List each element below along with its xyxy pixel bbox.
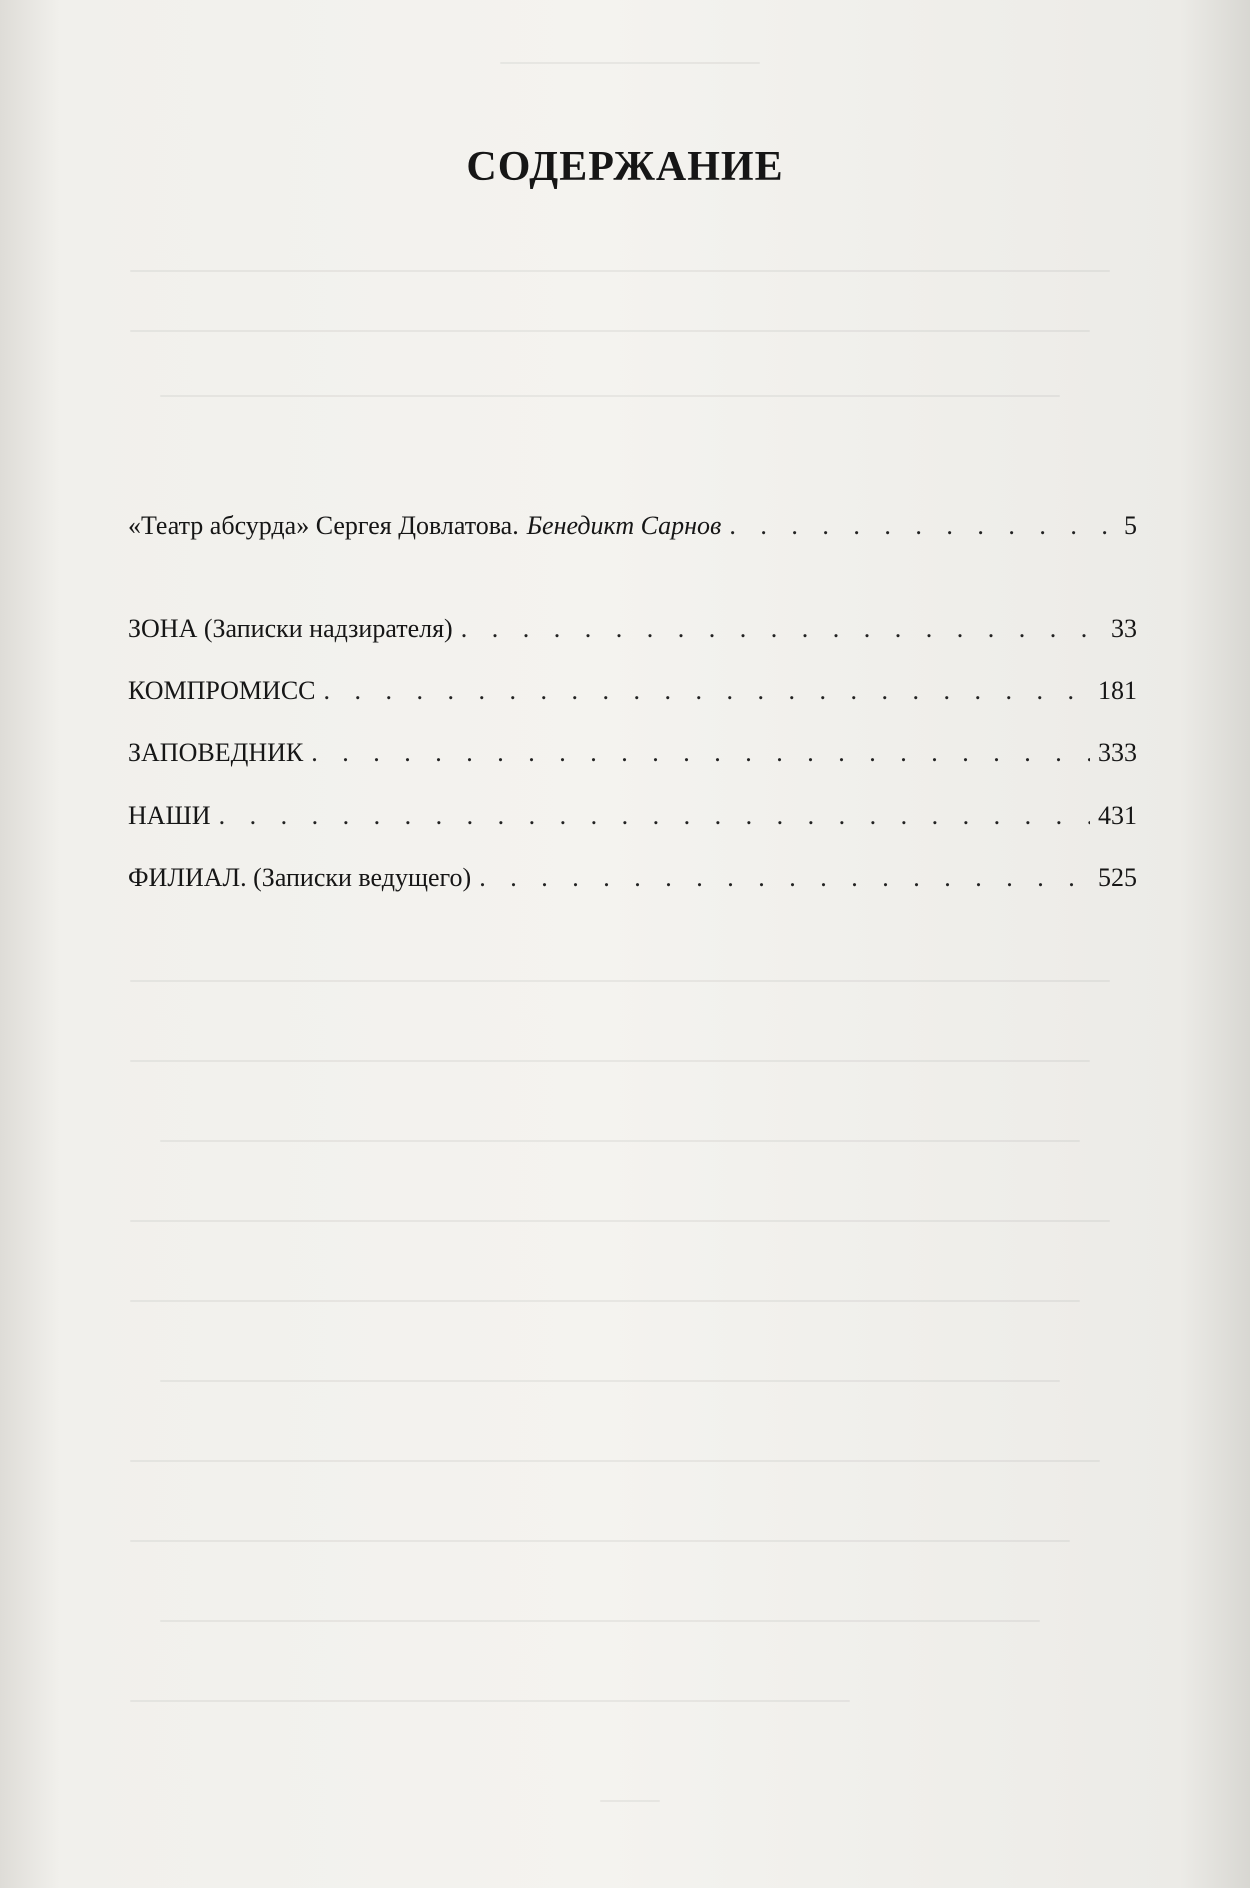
page-title: СОДЕРЖАНИЕ: [466, 144, 784, 190]
toc-entry-page: 181: [1098, 676, 1137, 705]
dot-leader: [729, 510, 1116, 542]
show-through-texture: [130, 1540, 1070, 1542]
dot-leader: [461, 613, 1103, 645]
dot-leader: [219, 800, 1090, 832]
toc-entry-page: 525: [1098, 863, 1137, 892]
show-through-texture: [130, 1220, 1110, 1222]
toc-entry-title: ЗОНА (Записки надзирателя): [128, 614, 453, 643]
toc-entry-title: ЗАПОВЕДНИК: [128, 738, 304, 767]
toc-entry-nashi[interactable]: [128, 800, 1137, 832]
toc-entry-preface[interactable]: [128, 510, 1137, 542]
toc-entry-page: 431: [1098, 801, 1137, 830]
show-through-texture: [130, 1700, 850, 1702]
toc-entry-kompromiss[interactable]: [128, 675, 1137, 707]
dot-leader: [311, 737, 1090, 769]
show-through-texture: [160, 1140, 1080, 1142]
show-through-texture: [160, 1620, 1040, 1622]
dot-leader: [324, 675, 1091, 707]
show-through-texture: [500, 62, 760, 64]
toc-entry-page: 5: [1124, 511, 1137, 540]
toc-entry-filial[interactable]: [128, 862, 1137, 894]
toc-entry-page: 333: [1098, 738, 1137, 767]
toc-entry-zapovednik[interactable]: [128, 737, 1137, 769]
show-through-texture: [130, 1460, 1100, 1462]
show-through-texture: [130, 1060, 1090, 1062]
show-through-texture: [160, 1380, 1060, 1382]
toc-entry-author: Бенедикт Сарнов: [526, 511, 722, 540]
toc-entry-page: 33: [1111, 614, 1137, 643]
show-through-texture: [130, 980, 1110, 982]
toc-entry-title: КОМПРОМИСС: [128, 676, 316, 705]
show-through-texture: [600, 1800, 660, 1802]
toc-entry-title: «Театр абсурда» Сергея Довлатова. Бенедикт Сарнов: [128, 511, 722, 540]
dot-leader: [479, 862, 1090, 894]
show-through-texture: [130, 270, 1110, 272]
toc-entry-title: ФИЛИАЛ. (Записки ведущего): [128, 863, 472, 892]
show-through-texture: [130, 1300, 1080, 1302]
toc-entry-title: НАШИ: [128, 801, 211, 830]
show-through-texture: [160, 395, 1060, 397]
toc-entry-zona[interactable]: [128, 613, 1137, 645]
show-through-texture: [130, 330, 1090, 332]
